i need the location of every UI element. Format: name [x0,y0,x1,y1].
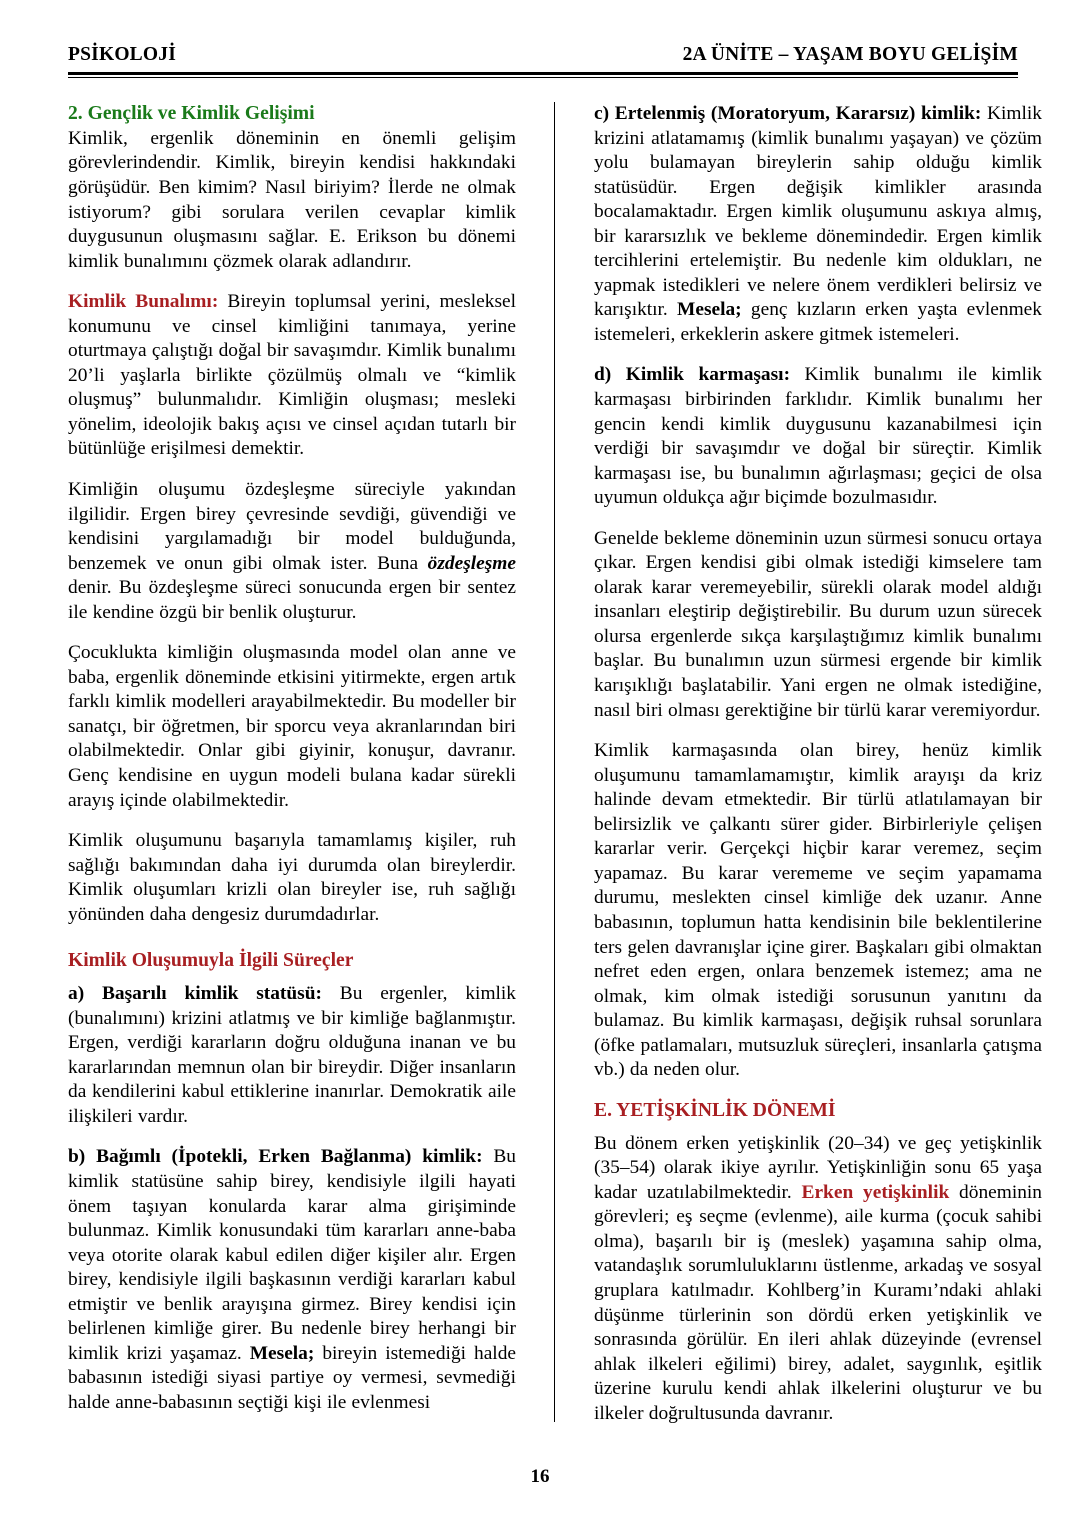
paragraph-text: Bu ergenler, kimlik (bunalımını) krizini atlatmış ve bir kimliğe bağlanmıştır. Ergen, verdiği kararların doğru olduğuna inanan ve bu kararlarından memnun olan bir bireydir. Diğer insanların da kendilerini kabul ettiklerine inanırlar. Demokratik aile ilişkileri vardır. [68,983,516,1127]
paragraph-text: Kimlik oluşumunu başarıyla tamamlamış kişiler, ruh sağlığı bakımından daha iyi durumda olan bireylerdir. Kimlik oluşumları krizli olan bireyler ise, ruh sağlığı yönünden daha dengesiz durumdadırlar. [68,830,516,925]
inline-emphasis-erken-yetiskinlik: Erken yetişkinlik [801,1181,950,1203]
paragraph-cocuklukta-model [68,641,516,813]
paragraph-text-part-2: denir. Bu özdeşleşme süreci sonucunda ergen bir sentez ile kendine özgü bir benlik oluşturur. [68,577,516,623]
paragraph-kimlik-bunalimi [68,290,516,462]
paragraph-kimlik-karmasasi [594,363,1042,510]
right-column [594,102,1042,1438]
inline-emphasis-mesela: Mesela; [677,299,742,321]
inline-label-kimlik-bunalimi: Kimlik Bunalımı: [68,291,219,313]
left-column [68,102,516,1438]
inline-label-basarili-kimlik-statusu: a) Başarılı kimlik statüsü: [68,983,322,1005]
paragraph-yetiskinlik-donemi [594,1132,1042,1427]
paragraph-bekleme-donemi [594,527,1042,723]
paragraph-text: Çocuklukta kimliğin oluşmasında model olan anne ve baba, ergenlik döneminde etkisini yitirmekte, ergen artık farklı kimlik modelleri arayabilmektedir. Bu modeller bir sanatçı, bir öğretmen, bir sporcu veya akranlarından biri olabilmektedir. Onlar gibi giyinir, konuşur, davranır. Genç kendisine en uygun modeli bulana kadar sürekli arayış içinde olabilmektedir. [68,642,516,811]
paragraph-text: Kimlik, ergenlik döneminin en önemli gelişim görevlerindendir. Kimlik, bireyin kendisi hakkındaki görüşüdür. Ben kimim? Nasıl biriyim? İlerde ne olmak istiyorum? gibi sorulara verilen cevaplar kimlik duygusunun oluşmasını sağlar. E. Erikson bu dönemi kimlik bunalımını çözmek olarak adlandırır. [68,127,516,272]
paragraph-bagimli-kimlik [68,1145,516,1415]
paragraph-text: Bireyin toplumsal yerini, mesleksel konumunu ve cinsel kimliğini tanımaya, yerine oturtmaya çalıştığı doğal bir savaşımdır. Kimlik bunalımı 20’li yaşlarla birlikte çözülmüş olmalı ve “kimlik oluşmuş” bulunmalıdır. Kimliğin oluşması; mesleki yönelim, ideolojik bakış açısı ve cinsel açıdan tutarlı bir bütünlüğe erişilmesi demektir. [68,291,516,460]
paragraph-text: Kimlik bunalımı ile kimlik karmaşası birbirinden farklıdır. Kimlik bunalımı her gencin kendi kimlik duygusunu kazanabilmesi için verdiği bir savaşımdır ve doğal bir süreçtir. Kimlik karmaşası ise, bu bunalımın ağırlaşması; geçici de olsa uyumun oldukça ağır biçimde bozulmasıdır. [594,364,1042,509]
paragraph-ozdeslesme [68,478,516,625]
section-heading-genclik-kimlik-gelisimi: 2. Gençlik ve Kimlik Gelişimi [68,103,315,124]
paragraph-ertelenmis-kimlik [594,102,1042,347]
section-heading-kimlik-olusumuyla-ilgili-surecler: Kimlik Oluşumuyla İlgili Süreçler [68,950,354,972]
paragraph-text-part-2: bireyin istemediği halde babasının istediği siyasi partiye oy vermesi, sevmediği halde anne-babasının seçtiği kişi ile evlenmesi [68,1342,516,1413]
inline-emphasis-mesela: Mesela; [249,1342,315,1364]
header-rule [68,72,1018,78]
inline-label-ertelenmis-kimlik: c) Ertelenmiş (Moratoryum, Kararsız) kimlik: [594,103,982,124]
paragraph-text-part-1: Kimliğin oluşumu özdeşleşme süreciyle yakından ilgilidir. Ergen birey çevresinde sevdiği, güvendiği ve kendisini yargılamadığı bir model bulduğunda, benzemek ve onun gibi olmak ister. Buna [68,479,516,574]
header-rule-thin [68,77,1018,78]
header-subject-title: PSİKOLOJİ [68,44,176,65]
paragraph-text-part-2: döneminin görevleri; eş seçme (evlenme), aile kurma (çocuk sahibi olma), başarılı bir iş (meslek) yaşamına sahip olma, vatandaşlık sorumluluklarını üstlenme, arkadaş ve sosyal gruplara katılmadır. Kohlberg’in Kuramı’ndaki ahlaki düşünme türlerinin son dördü erken yetişkinlik ve sonrasında görülür. En ileri ahlak düzeyinde (evrensel ahlak ilkeleri eğilimi) birey, adalet, saygınlık, eşitlik üzerine kurulu kendi ahlak ilkelerini oluşturur ve bu ilkeler doğrultusunda davranır. [594,1181,1042,1424]
paragraph-text-part-1: Bu dönem erken yetişkinlik (20–34) ve geç yetişkinlik (35–54) olarak ikiye ayrılır. Yetişkinliğin sonu 65 yaşa kadar uzatılabilmektedir. [594,1132,1042,1203]
paragraph-text: Kimlik karmaşasında olan birey, henüz kimlik oluşumunu tamamlamamıştır, kimlik arayışı da kriz halinde devam etmektedir. Bir türlü atlatılamayan bir belirsizlik ve çalkantı sürer gider. Birbirleriyle çelişen kararlar verir. Gerçekçi hiçbir karar veremez, seçim yapamaz. Bu karar verememe ve seçim yapamama durumu, meslekten cinsel kimliğe dek uzanır. Anne babasının, toplumun hatta kendisinin bile beklentilerine ters gelen davranışlar içine girer. Başkaları gibi olmaktan nefret eden ergen, onlara benzemek istemez; ama ne olmak, kim olmak istediği sorusunun yanıtını da bulamaz. Bu kimlik karmaşası, değişik ruhsal sorunlara (öfke patlamaları, mutsuzluk süreçleri, insanlarla çatışma vb.) da neden olur. [594,740,1042,1081]
inline-label-kimlik-karmasasi: d) Kimlik karmaşası: [594,364,791,386]
paragraph-kimlik-tanim [68,127,516,274]
header-rule-thick [68,72,1018,75]
header-unit-title: 2A ÜNİTE – YAŞAM BOYU GELİŞİM [682,44,1018,65]
paragraph-text: Genelde bekleme döneminin uzun sürmesi sonucu ortaya çıkar. Ergen kendisi gibi olmak istediği kimselere tam olarak karar veremeyebilir, sürekli olarak model aldığı insanları eleştirip değiştirebilir. Bu durum uzun sürecek olursa ergenlerde sıkça karşılaştığımız kimlik bunalımı başlar. Bu bunalımın uzun sürmesi ergende bir kimlik karışıklığı başlatabilir. Yani ergen ne olmak istediğine, nasıl biri olması gerektiğine bir türlü karar veremiyordur. [594,527,1042,721]
section-heading-yetiskinlik-donemi: E. YETİŞKİNLİK DÖNEMİ [594,1099,836,1121]
paragraph-text-part-1: Kimlik krizini atlatamamış (kimlik bunalımı yaşayan) ve çözüm yolu bulamayan bireylerin sahip olduğu kimlik statüsüdür. Ergen değişik kimlikler arasında bocalamaktadır. Ergen kimlik oluşumunu askıya almış, bir kararsızlık ve bekleme dönemindedir. Ergen kimlik tercihlerini ertelemiştir. Bu nedenle kim oldukları, ne yapmak istedikleri ve nelere önem verdikleri belirsiz ve karışıktır. [594,103,1042,321]
paragraph-ruh-sagligi [68,829,516,927]
column-divider-rule [554,102,555,1422]
inline-label-bagimli-kimlik: b) Bağımlı (İpotekli, Erken Bağlanma) kimlik: [68,1146,483,1168]
paragraph-text-part-1: Bu kimlik statüsüne sahip birey, kendisiyle ilgili hayati önem taşıyan konularda karar alma girişiminde bulunmaz. Kimlik konusundaki tüm kararları anne-baba veya otorite olarak kabul edilen diğer kişiler alır. Ergen birey, kendisiyle ilgili başkasının verdiği kararları kabul etmiştir ve benlik arayışına girmez. Birey kendisi için belirlenen kimliğe girer. Bu nedenle birey herhangi bir kimlik krizi yaşamaz. [68,1146,516,1364]
page-number: 16 [530,1466,550,1487]
paragraph-text-part-2: genç kızların erken yaşta evlenmek istemeleri, erkeklerin askere gitmek istemeleri. [594,299,1042,345]
inline-emphasis-ozdeslesme: özdeşleşme [427,552,516,574]
running-header [68,44,1018,66]
paragraph-kimlik-karmasasi-birey [594,739,1042,1083]
two-column-body [68,102,1042,1438]
paragraph-basarili-kimlik-statusu [68,982,516,1129]
